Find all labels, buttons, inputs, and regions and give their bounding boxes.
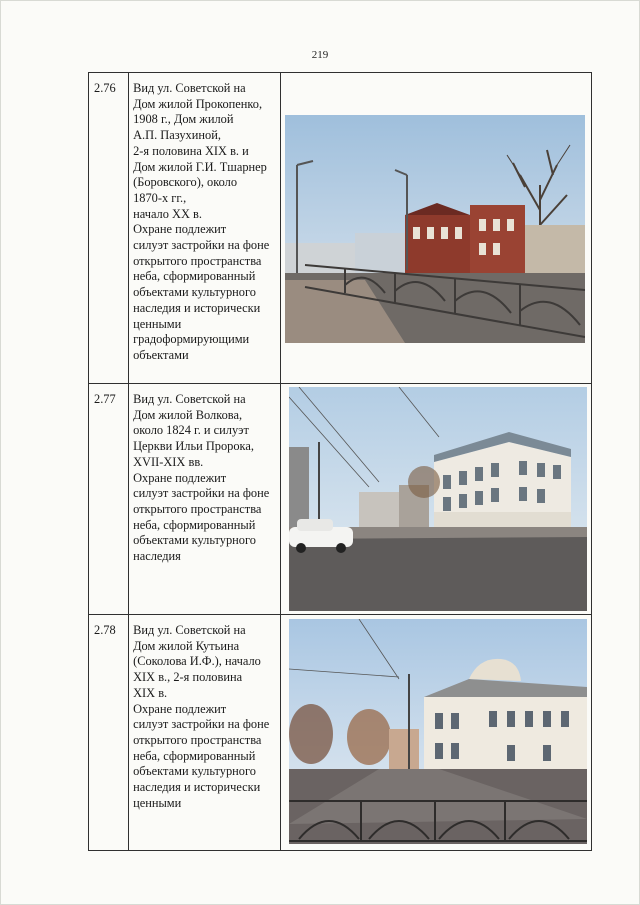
table-row [89, 384, 592, 615]
street-photo-3 [289, 619, 587, 844]
description-cell [129, 384, 281, 615]
description-cell [129, 615, 281, 851]
row-description: Вид ул. Советской на Дом жилой Кутьина (Соколова И.Ф.), начало XIX в., 2-я половина XIX в. Охране подлежит силуэт застройки на фоне открытого пространства неба, сформированный объектами культурного наследия и исторически ценными [133, 623, 270, 810]
row-number-cell [89, 615, 129, 851]
page-number: 219 [311, 49, 329, 61]
row-description: Вид ул. Советской на Дом жилой Волкова, около 1824 г. и силуэт Церкви Ильи Пророка, XVII-XIX вв. Охране подлежит силуэт застройки на фоне открытого пространства неба, сформированный объектами культурного наследия [133, 392, 270, 564]
autumn-tree-icon [347, 709, 391, 765]
row-number: 2.78 [94, 623, 116, 637]
row-description: Вид ул. Советской на Дом жилой Прокопенко, 1908 г., Дом жилой А.П. Пазухиной, 2-я половина XIX в. и Дом жилой Г.И. Тшарнер (Боровского), около 1870-х гг., начало XX в. Охране подлежит силуэт застройки на фоне открытого пространства неба, сформированный объектами культурного наследия и исторически ценными градоформирующими объектами [133, 81, 270, 362]
row-number-cell [89, 73, 129, 384]
street-photo-1 [285, 115, 585, 343]
row-number: 2.76 [94, 81, 116, 95]
photo-cell [281, 615, 592, 851]
row-number-cell [89, 384, 129, 615]
photo-cell [281, 384, 592, 615]
row-number: 2.77 [94, 392, 116, 406]
description-cell [129, 73, 281, 384]
brick-house-icon [405, 215, 470, 275]
table-row [89, 73, 592, 384]
heritage-objects-table [88, 72, 592, 851]
photo-cell [281, 73, 592, 384]
table-row [89, 615, 592, 851]
street-photo-2 [289, 387, 587, 611]
